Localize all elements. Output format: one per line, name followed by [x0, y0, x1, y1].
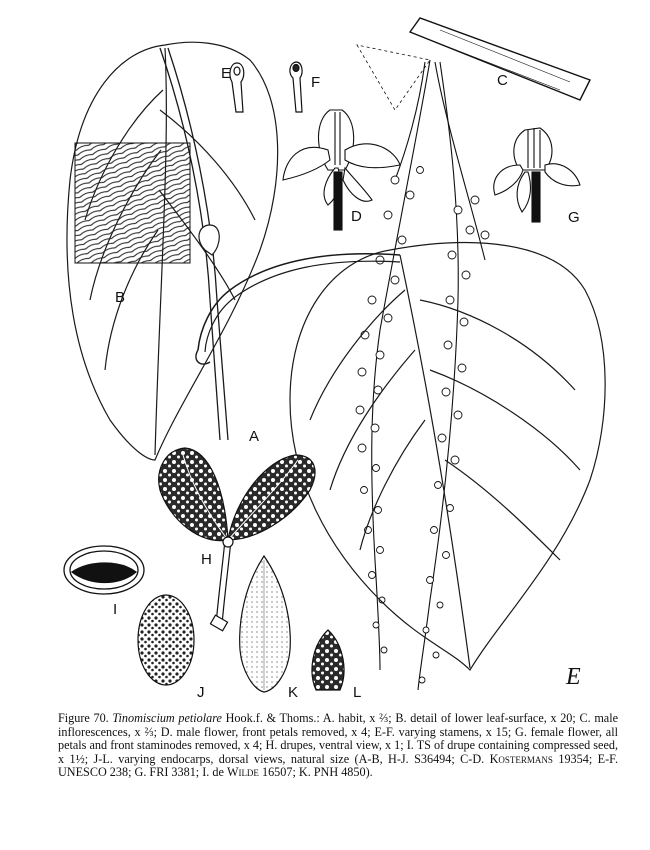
figure-number: Figure 70. [58, 711, 109, 725]
inflorescence-flowers [356, 167, 489, 684]
figure-f-stamen [290, 62, 302, 112]
figure-b-leaf-surface-detail [75, 143, 190, 263]
label-c: C [497, 72, 508, 89]
caption-text-3: 16507; K. PNH 4850). [258, 765, 373, 780]
figure-g-female-flower [494, 128, 580, 222]
label-a: A [249, 428, 260, 445]
figure-l-endocarp [312, 630, 344, 690]
label-g: G [568, 209, 580, 226]
label-d: D [351, 208, 362, 225]
caption-text-2: 19354; E-F. UNESCO 238; G. FRI 3381; I. de [58, 751, 618, 780]
label-h: H [201, 551, 212, 568]
label-j: J [197, 684, 205, 701]
taxon-authors: Hook.f. & Thoms.: [221, 711, 323, 725]
figure-i-drupe-section [64, 546, 144, 594]
taxon-name: Tinomiscium petiolare [112, 711, 222, 725]
figure-j-endocarp [138, 595, 194, 685]
figure-k-endocarp [240, 556, 291, 692]
figure-e-stamen [230, 63, 244, 112]
figure-d-male-flower [283, 110, 400, 230]
caption-text-1: A. habit, x ⅔; B. detail of lower leaf-surface, x 20; C. male inflorescences, x ⅔; D. male flower, front petals removed, x 4; E-F. varying stamens, x 15; G. female flower, all petals and front staminodes removed, x 4; H. drupes, ventral view, x 1; I. TS of drupe containing compressed seed, x 1½; J-L. varying endocarps, dorsal views, natural size (A-B, H-J. S36494; C-D. [58, 711, 619, 766]
label-b: B [115, 289, 126, 306]
figure-caption [58, 712, 618, 780]
illustrator-signature: E [566, 664, 581, 690]
label-e: E [221, 65, 232, 82]
collector-kostermans: Kostermans [489, 751, 553, 766]
label-l: L [353, 684, 362, 701]
collector-wilde: Wilde [226, 765, 259, 780]
figure-c-inflorescences [357, 18, 590, 690]
label-f: F [311, 74, 321, 91]
label-k: K [288, 684, 299, 701]
label-i: I [113, 601, 118, 618]
